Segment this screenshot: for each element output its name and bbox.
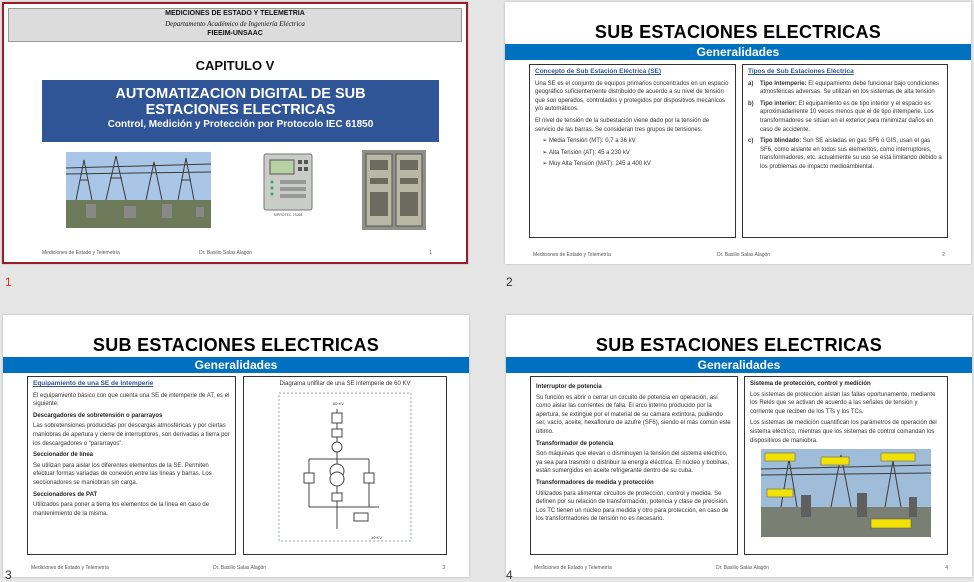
list-item: ➢ Muy Alta Tensión (MAT): 245 a 400 kV	[549, 160, 730, 169]
paragraph: Se utilizan para aislar los diferentes elementos de la SE. Permiten efectuar formas variadas de conexión entre las líneas y barras. Los seccionadores se maniobran sin carga.	[33, 462, 212, 486]
paragraph: Las sobretensiones producidas por descargas atmosféricas y por ciertas maniobras de apertura y cierre de interruptores, son derivadas a tierra por los descargadores o “pararrayos”.	[33, 423, 230, 447]
slide-title: SUB ESTACIONES ELECTRICAS	[92, 335, 380, 355]
item-text: El equipamiento es de tipo interior y el espacio es aproximadamente 10 veces menos que el de tipo intemperie. Los transformadores se sitúan en el exterior para minimizar daños en caso de accidente.	[760, 100, 934, 133]
diagram-box	[243, 376, 447, 555]
title-line-1: AUTOMATIZACION DIGITAL DE SUB	[115, 86, 366, 102]
subheading: Seccionador de línea	[33, 452, 94, 459]
diagram-caption: Diagrama unifilar de una SE intemperie de 60 KV	[279, 381, 411, 387]
types-box	[742, 64, 948, 238]
box-heading: Concepto de Sub Estación Eléctrica (SE)	[535, 68, 662, 75]
subheading: Descargadores de sobretensión o pararrayos	[33, 412, 163, 419]
slide-number-1: 1	[5, 275, 12, 289]
subheading: Sistema de protección, control y medición	[750, 381, 871, 387]
header-course: MEDICIONES DE ESTADO Y TELEMETRIA	[165, 10, 305, 17]
item-label: Tipo blindado:	[760, 138, 802, 145]
item-letter: a)	[748, 80, 754, 87]
voltage-label-10kv: 10 KV	[371, 534, 382, 540]
item-text: El equipamiento debe funcionar bajo condiciones atmosféricas adversas. Se utilizan en los sistemas de alta tensión	[760, 80, 939, 96]
box-heading: Equipamiento de una SE de Intemperie	[33, 380, 154, 387]
footer-page-number: 1	[429, 250, 432, 256]
switchgear-cabinet-photo	[362, 150, 426, 230]
slide-thumbnail-3[interactable]	[3, 315, 469, 577]
chapter-label: CAPITULO V	[195, 58, 275, 73]
item-text: Son SE aisladas en gas SF6 ó GIS, usan el gas SF6, como aislante en todos sus elementos, como interruptores, transformadores, etc. actualmente su uso se está limitando debido a los problemas de impacto medioambiental.	[760, 138, 942, 170]
footer-author: Dr. Basilio Salas Alagón	[213, 565, 267, 571]
section-bar: Generalidades	[505, 44, 971, 60]
subheading: Seccionadores de PAT	[33, 491, 98, 498]
substation-photo	[66, 152, 211, 228]
equipment-box	[27, 376, 236, 555]
paragraph: Una SE es el conjunto de equipos primarios concentrados en un espacio geográfico suficientemente distribuido de acuerdo a su nivel de tensión que son operados, controlados y protegidos por dispositivos mecánicos y/o automáticos.	[535, 80, 729, 113]
title-line-2: ESTACIONES ELECTRICAS	[145, 102, 336, 118]
paragraph: Son máquinas que elevan o disminuyen la tensión del sistema eléctrico, ya sea para trasmitir o distribuir la energía eléctrica. El núcleo y bobinas, están sumergidos en aceite refrigerante dentro de su cuba.	[536, 451, 730, 475]
item-label: Tipo Intemperie:	[760, 80, 807, 87]
item-letter: b)	[748, 100, 754, 107]
subheading: Transformador de potencia	[536, 440, 614, 447]
slide-thumbnail-1[interactable]	[2, 2, 468, 264]
slide-number-3: 3	[5, 568, 12, 582]
list-item: ➢ Alta Tensión (AT): 45 a 230 kV	[549, 149, 730, 158]
header-department: Departamento Académico de Ingeniería Eléctrica	[165, 20, 305, 28]
paragraph: Su función es abrir o cerrar un circuito de potencia en operación, así como aislar las corrientes de falla. El arco interno producido por la apertura, se extingue por el material de su cámara extintora, pudiendo ser, vacío, aceite, hexafloruro de azufre (SF6), siendo el más común este último.	[536, 394, 731, 435]
footer-page-number: 3	[442, 565, 445, 571]
footer-course: Mediciones de Estado y Telemetría	[533, 252, 611, 258]
slide-thumbnail-4[interactable]	[506, 315, 972, 577]
equipment-box	[530, 376, 738, 555]
voltage-label-60kv: 60 KV	[333, 400, 344, 406]
item-label: Tipo interior:	[760, 100, 797, 107]
subheading: Transformadores de medida y protección	[536, 479, 654, 486]
paragraph: Utilizados para poner a tierra los elementos de la línea en caso de mantenimiento de la misma.	[33, 502, 210, 517]
slide-title: SUB ESTACIONES ELECTRICAS	[594, 22, 882, 42]
paragraph: El equipamiento básico con que cuenta una SE de intemperie de AT, es el siguiente:	[33, 392, 230, 408]
footer-course: Mediciones de Estado y Telemetría	[42, 250, 120, 256]
substation-equipment-photo	[761, 449, 931, 537]
footer-course: Mediciones de Estado y Telemetría	[31, 565, 109, 571]
list-item	[748, 137, 942, 171]
single-line-diagram	[249, 389, 441, 549]
list-item	[748, 100, 942, 134]
footer-author: Dr. Basilio Salas Alagón	[716, 565, 770, 571]
slide-title: SUB ESTACIONES ELECTRICAS	[595, 335, 883, 355]
slide-header-box	[8, 8, 462, 42]
paragraph: Utilizados para alimentar circuitos de protección, control y medida. Se definen por su relación de transformación, potencia y clase de precisión. Los TC tienen un núcleo para medida y otro para protección, en caso de los transformadores de tensión no es necesario.	[536, 490, 729, 523]
concept-box	[529, 64, 736, 238]
section-bar: Generalidades	[506, 357, 972, 373]
paragraph: Los sistemas de medición cuantifican los parámetros de operación del sistema eléctrico, mientras que los sistemas de control comandan los dispositivos de maniobra.	[750, 420, 937, 444]
slide-number-4: 4	[506, 568, 513, 582]
footer-page-number: 4	[945, 565, 948, 571]
section-bar: Generalidades	[3, 357, 469, 373]
footer-course: Mediciones de Estado y Telemetría	[534, 565, 612, 571]
paragraph: Los sistemas de protección aíslan las fallas oportunamente, mediante los Relés que se activan de acuerdo a las señales de tensión y corriente que reciben de los TTs y los TCs.	[750, 391, 936, 415]
slide-number-2: 2	[506, 275, 513, 289]
device-caption: SIPROTEC 7SJ64	[273, 213, 303, 217]
slide-thumbnail-2[interactable]	[505, 2, 971, 264]
title-box	[42, 80, 439, 142]
item-letter: c)	[748, 138, 754, 145]
box-heading: Tipos de Sub Estaciones Eléctrica	[748, 68, 854, 75]
subheading: Interruptor de potencia	[536, 384, 602, 390]
footer-page-number: 2	[942, 252, 945, 258]
footer-author: Dr. Basilio Salas Alagón	[199, 250, 253, 256]
list-item	[748, 80, 942, 97]
paragraph: El nivel de tensión de la subestación viene dado por la tensión de servicio de las barras. Se consideran tres grupos de tensiones:	[535, 117, 710, 133]
footer-author: Dr. Basilio Salas Alagón	[717, 252, 771, 258]
list-item: ➢ Media Tensión (MT): 0,7 a 36 kV	[549, 137, 730, 146]
subtitle: Control, Medición y Protección por Protocolo IEC 61850	[107, 119, 374, 130]
protection-box	[744, 376, 948, 555]
header-faculty: FIEEIM-UNSAAC	[207, 30, 263, 37]
protection-relay-photo	[260, 152, 316, 218]
